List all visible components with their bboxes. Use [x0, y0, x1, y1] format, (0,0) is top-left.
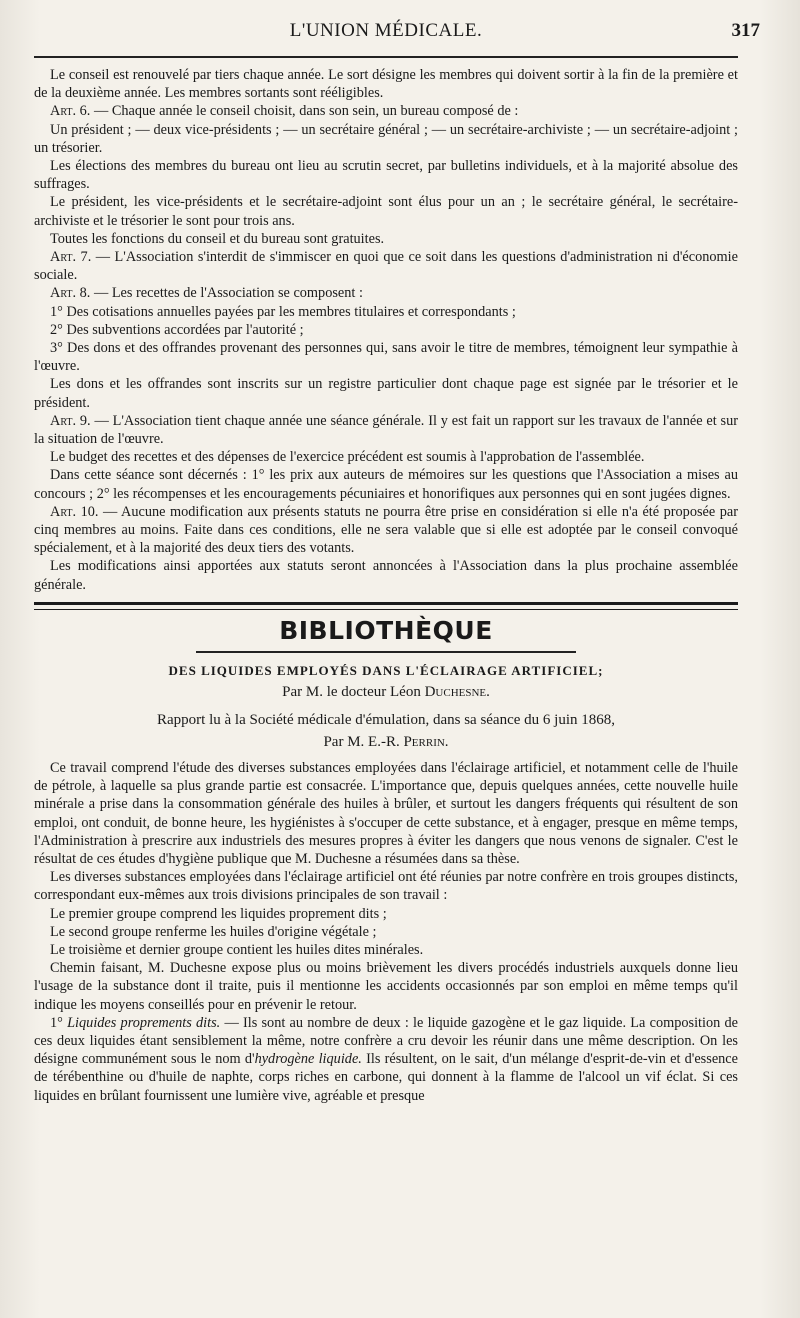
- article-8: [34, 284, 738, 302]
- article-text: — L'Association tient chaque année une séance générale. Il y est fait un rapport sur les travaux de l'année et sur la situation de l'œuvre.: [34, 412, 738, 448]
- page-number: 317: [731, 20, 760, 41]
- article-6: [34, 102, 738, 120]
- article-text: — Les recettes de l'Association se composent :: [90, 285, 363, 302]
- article-text: — Chaque année le conseil choisit, dans son sein, un bureau composé de :: [90, 103, 519, 120]
- list-item: Le premier groupe comprend les liquides proprement dits ;: [50, 905, 387, 922]
- text-run: Ils résultent, on le sait, d'un mélange d'esprit-de-vin et d'essence de térébenthine ou d'huile de naphte, corps riches en carbone, qui donnent à la flamme de l'alcool un vif éclat. Si ces liquides en brûlant fournissent une lumière vive, agréable et presque: [34, 1051, 738, 1104]
- report-line: Rapport lu à la Société médicale d'émulation, dans sa séance du 6 juin 1868,: [157, 711, 615, 728]
- list-item: Le troisième et dernier groupe contient les huiles dites minérales.: [50, 941, 424, 958]
- article-subtitle: DES LIQUIDES EMPLOYÉS DANS L'ÉCLAIRAGE ARTIFICIEL;: [168, 662, 604, 678]
- statutes-section: [34, 66, 738, 594]
- paragraph: Le budget des recettes et des dépenses de l'exercice précédent est soumis à l'approbation de l'assemblée.: [50, 449, 645, 466]
- author-name: Duchesne.: [424, 683, 490, 700]
- paragraph: Les diverses substances employées dans l'éclairage artificiel ont été réunies par notre confrère en trois groupes distincts, correspondant eux-mêmes aux trois divisions principales de son travail :: [34, 869, 738, 904]
- section-divider: [34, 602, 738, 610]
- article-label: Art. 7.: [50, 249, 92, 266]
- reporter-line: [34, 731, 738, 753]
- article-9: [34, 412, 738, 448]
- article-label: Art. 10.: [50, 503, 99, 520]
- article-text: — Aucune modification aux présents statuts ne pourra être prise en considération si elle n'a été proposée par cinq membres au moins. Faite dans ces conditions, elle ne sera valable que si elle est adoptée par le conseil convoqué spécialement, et à la majorité des deux tiers des votants.: [34, 503, 738, 557]
- header-rule: [34, 56, 738, 58]
- item-number: 1°: [50, 1014, 68, 1031]
- article-label: Art. 8.: [50, 285, 91, 302]
- paragraph: Le président, les vice-présidents et le secrétaire-adjoint sont élus pour un an ; le secrétaire général, le secrétaire-archiviste et le trésorier le sont pour trois ans.: [34, 194, 738, 229]
- list-item: 3° Des dons et des offrandes provenant des personnes qui, sans avoir le titre de membres, témoignent leur sympathie à l'œuvre.: [34, 340, 738, 375]
- page-header: [34, 18, 760, 50]
- paragraph: Les modifications ainsi apportées aux statuts seront annoncées à l'Association dans la plus prochaine assemblée générale.: [34, 558, 738, 593]
- paragraph: Le conseil est renouvelé par tiers chaque année. Le sort désigne les membres qui doivent sortir à la fin de la première et de la deuxième année. Les membres sortants sont rééligibles.: [34, 67, 738, 102]
- author-line: [34, 681, 738, 703]
- section-title: BIBLIOTHÈQUE: [279, 615, 493, 645]
- article-10: [34, 503, 738, 558]
- paragraph: [34, 1014, 738, 1105]
- text-run: — Ils sont au nombre de deux : le liquide gazogène et le gaz liquide. La composition de ces deux liquides étant sensiblement la même, notre confrère a cru devoir les réunir dans une même description. On les désigne communément sous le nom d': [34, 1014, 738, 1068]
- article-7: [34, 248, 738, 284]
- italic-heading: Liquides proprements dits.: [67, 1014, 221, 1031]
- list-item: 1° Des cotisations annuelles payées par les membres titulaires et correspondants ;: [50, 303, 516, 320]
- article-label: Art. 6.: [50, 103, 91, 120]
- paragraph: Chemin faisant, M. Duchesne expose plus ou moins brièvement les divers procédés industriels auxquels donne lieu l'usage de la substance dont il traite, puis il mentionne les accidents occasionnés par son emploi en même temps qu'il indique les moyens conseillés pour en prévenir le retour.: [34, 960, 738, 1013]
- bibliotheque-section: [34, 616, 738, 1105]
- author-prefix: Par M. le docteur Léon: [282, 683, 425, 700]
- article-label: Art. 9.: [50, 412, 91, 429]
- paragraph: Les dons et les offrandes sont inscrits sur un registre particulier dont chaque page est signée par le trésorier et le président.: [34, 376, 738, 411]
- title-rule: [196, 651, 576, 653]
- paragraph: Ce travail comprend l'étude des diverses substances employées dans l'éclairage artificiel, et notamment celle de l'huile de pétrole, à laquelle sa plus grande partie est consacrée. L'importance que, depuis quelques années, cette nouvelle huile minérale a prise dans la consommation générale des huiles à brûler, et surtout les dangers fréquents qui résultent de son emploi, ont conduit, de bonne heure, les hygiénistes à s'occuper de cette substance, et à engager, presque en même temps, l'Administration à prescrire aux industriels des mesures propres à éviter les dangers que nous venons de signaler. C'est le résultat de ces études d'hygiène publique que M. Duchesne a résumées dans sa thèse.: [34, 759, 738, 867]
- paragraph: Dans cette séance sont décernés : 1° les prix aux auteurs de mémoires sur les questions que l'Association a mises au concours ; 2° les récompenses et les encouragements pécuniaires et honorifiques aux personnes qui en sont jugées dignes.: [34, 467, 738, 502]
- reporter-prefix: Par M. E.-R.: [323, 733, 404, 750]
- article-text: — L'Association s'interdit de s'immiscer en quoi que ce soit dans les questions d'administration ni d'économie sociale.: [34, 249, 738, 284]
- reporter-name: Perrin.: [403, 733, 449, 750]
- list-item: Le second groupe renferme les huiles d'origine végétale ;: [50, 923, 377, 940]
- paragraph: Un président ; — deux vice-présidents ; — un secrétaire général ; — un secrétaire-archiviste ; — un secrétaire-adjoint ; un trésorier.: [34, 121, 738, 156]
- list-item: 2° Des subventions accordées par l'autorité ;: [50, 321, 304, 338]
- running-title: L'UNION MÉDICALE.: [289, 20, 483, 41]
- paragraph: Toutes les fonctions du conseil et du bureau sont gratuites.: [50, 230, 385, 247]
- italic-term: hydrogène liquide.: [254, 1051, 362, 1068]
- paragraph: Les élections des membres du bureau ont lieu au scrutin secret, par bulletins individuels, et à la majorité absolue des suffrages.: [34, 158, 738, 193]
